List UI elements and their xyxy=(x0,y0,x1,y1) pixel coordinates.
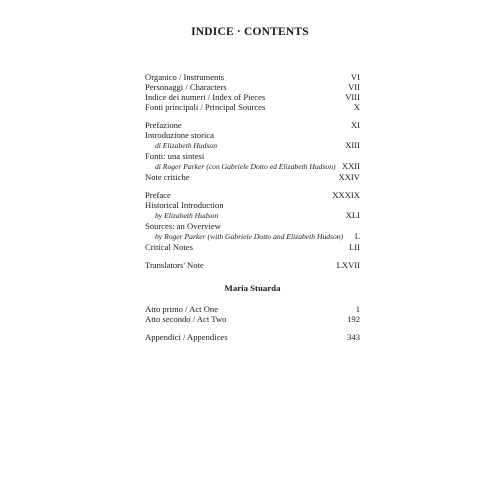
toc-entry xyxy=(145,72,360,82)
toc-entry-label: Translators' Note xyxy=(145,260,204,270)
toc-entry-label: Prefazione xyxy=(145,120,182,130)
toc-entry-page: XXII xyxy=(341,161,360,171)
toc-entry-page: 1 xyxy=(355,304,360,314)
toc-entry xyxy=(145,151,360,161)
toc-entry-page: VIII xyxy=(345,92,360,102)
toc-entry-label: Preface xyxy=(145,190,171,200)
toc-entry-page: VI xyxy=(350,72,360,82)
toc-entry xyxy=(145,172,360,182)
toc-entry-label: by Elizabeth Hudson xyxy=(155,211,219,220)
toc-entry-label: Note critiche xyxy=(145,172,190,182)
toc-entry xyxy=(145,82,360,92)
toc-entry-page: XIII xyxy=(345,140,360,150)
toc-entry-label: Indice dei numeri / Index of Pieces xyxy=(145,92,266,102)
toc-group xyxy=(145,260,360,270)
toc-entry-page: LII xyxy=(349,242,360,252)
toc-entry xyxy=(145,221,360,231)
toc-entry xyxy=(145,231,360,242)
toc-entry xyxy=(145,260,360,270)
toc-entry-label: Atto secondo / Act Two xyxy=(145,314,227,324)
toc-group xyxy=(145,120,360,182)
toc-entry-page: XI xyxy=(350,120,360,130)
appendix-list xyxy=(145,332,360,342)
acts-list xyxy=(145,304,360,324)
toc-group xyxy=(145,190,360,252)
toc-entry-label: Organico / Instruments xyxy=(145,72,225,82)
toc-entry-label: by Roger Parker (with Gabriele Dotto and Elizabeth Hudson) xyxy=(155,232,344,241)
table-of-contents xyxy=(145,72,360,342)
toc-entry xyxy=(145,102,360,112)
toc-entry-label: Introduzione storica xyxy=(145,130,214,140)
toc-entry xyxy=(145,304,360,314)
toc-entry xyxy=(145,242,360,252)
toc-entry xyxy=(145,92,360,102)
toc-entry-page: XLI xyxy=(345,210,360,220)
toc-entry-page: 343 xyxy=(347,332,360,342)
toc-entry-label: di Elizabeth Hudson xyxy=(155,141,218,150)
toc-entry-page: L xyxy=(354,231,360,241)
toc-entry-label: Atto primo / Act One xyxy=(145,304,219,314)
toc-entry-page: X xyxy=(353,102,360,112)
toc-entry-page: XXXIX xyxy=(332,190,360,200)
toc-entry-label: Historical Introduction xyxy=(145,200,224,210)
section-title: Maria Stuarda xyxy=(224,283,281,293)
toc-entry xyxy=(145,120,360,130)
toc-group xyxy=(145,72,360,112)
front-matter-groups xyxy=(145,72,360,278)
toc-entry-label: Personaggi / Characters xyxy=(145,82,227,92)
toc-entry xyxy=(145,140,360,151)
toc-entry xyxy=(145,200,360,210)
toc-entry-page: XXIV xyxy=(338,172,360,182)
toc-entry-label: Fonti principali / Principal Sources xyxy=(145,102,266,112)
toc-entry-label: Critical Notes xyxy=(145,242,193,252)
toc-entry xyxy=(145,314,360,324)
toc-entry-page: VII xyxy=(348,82,360,92)
toc-entry xyxy=(145,130,360,140)
toc-entry-page: LXVII xyxy=(336,260,360,270)
toc-entry xyxy=(145,332,360,342)
toc-entry-label: Sources: an Overview xyxy=(145,221,221,231)
page-title: INDICE · CONTENTS xyxy=(191,26,309,38)
toc-entry-page: 192 xyxy=(347,314,360,324)
toc-entry-label: Appendici / Appendices xyxy=(145,332,228,342)
toc-entry xyxy=(145,210,360,221)
toc-entry xyxy=(145,190,360,200)
toc-entry-label: di Roger Parker (con Gabriele Dotto ed Elizabeth Hudson) xyxy=(155,162,336,171)
toc-entry-label: Fonti: una sintesi xyxy=(145,151,205,161)
toc-entry xyxy=(145,161,360,172)
